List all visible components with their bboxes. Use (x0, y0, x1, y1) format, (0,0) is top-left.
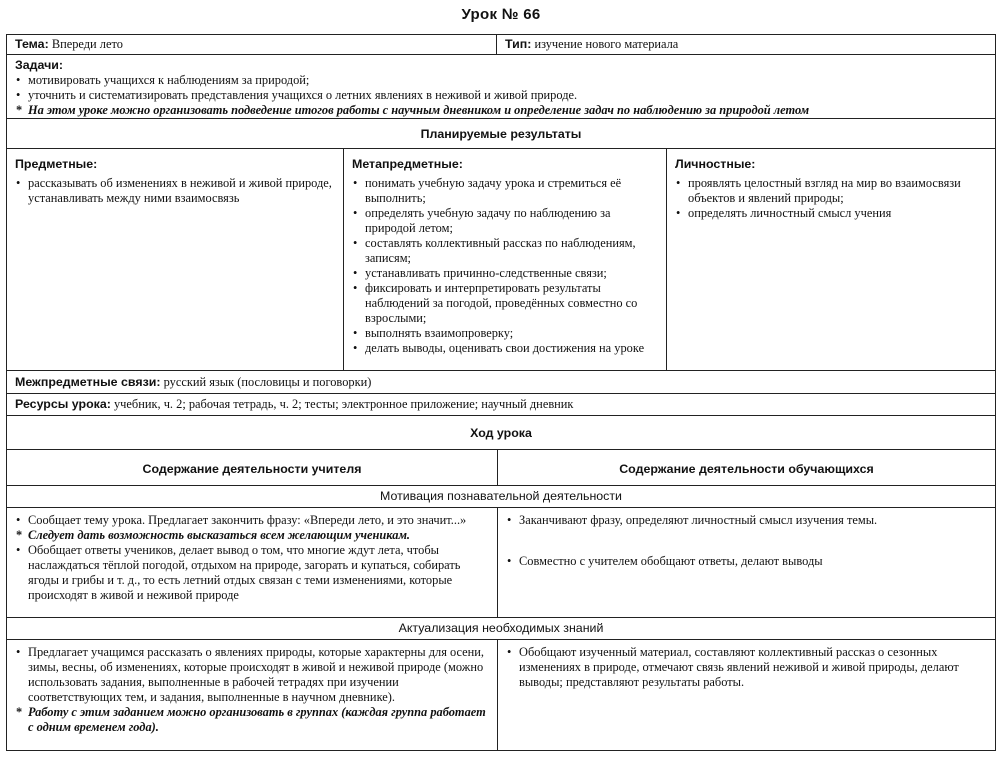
personal-results-list (675, 176, 987, 221)
lesson-plan-table (6, 34, 996, 751)
stage-title-row (7, 618, 995, 640)
lesson-heading-row (7, 416, 995, 450)
results-heading-row (7, 119, 995, 149)
list-item: • Сообщает тему урока. Предлагает закончить фразу: «Впереди лето, и это значит...» (15, 513, 489, 528)
page-title: Урок № 66 (461, 6, 541, 23)
subject-results-label: Предметные: (15, 157, 98, 171)
teacher-note: * Работу с этим заданием можно организовать в группах (каждая группа работает с одним временем года). (15, 705, 489, 735)
subject-results-cell (7, 149, 343, 370)
resources-label: Ресурсы урока: (15, 397, 111, 411)
resources-value: учебник, ч. 2; рабочая тетрадь, ч. 2; тесты; электронное приложение; научный дневник (113, 397, 574, 411)
meta-results-list (352, 176, 658, 356)
list-item: • определять личностный смысл учения (675, 206, 987, 221)
tasks-note: * На этом уроке можно организовать подведение итогов работы с научным дневником и определение задач по наблюдению за природой летом (15, 103, 987, 118)
tema-label: Тема: (15, 37, 49, 51)
links-row (7, 371, 995, 394)
list-item: • Обобщает ответы учеников, делает вывод о том, что многие ждут лета, чтобы наслаждаться тёплой погодой, отдыхом на природе, загорать и купаться, собирать ягоды и грибы и т. д., то есть летний отдых связан с теми изменениями, которые происходят в живой и неживой природе (15, 543, 489, 603)
list-item: • составлять коллективный рассказ по наблюдениям, записям; (352, 236, 658, 266)
list-item: • уточнить и систематизировать представления учащихся о летних явлениях в неживой и живой природе. (15, 88, 987, 103)
tema-value: Впереди лето (51, 37, 123, 51)
personal-results-cell (666, 149, 995, 370)
tasks-label: Задачи: (15, 58, 64, 72)
lesson-columns-row (7, 450, 995, 486)
list-item: • устанавливать причинно-следственные связи; (352, 266, 658, 281)
list-item: • выполнять взаимопроверку; (352, 326, 658, 341)
teacher-activity-cell (7, 508, 497, 617)
links-value: русский язык (пословицы и поговорки) (163, 375, 372, 389)
list-item: • определять учебную задачу по наблюдению за природой летом; (352, 206, 658, 236)
links-label: Межпредметные связи: (15, 375, 161, 389)
stage-title-row (7, 486, 995, 508)
header-row (7, 35, 995, 55)
student-activity-cell (497, 640, 995, 750)
student-activity-cell (497, 508, 995, 617)
tasks-list (15, 73, 987, 103)
tasks-cell (7, 55, 995, 121)
tasks-row (7, 55, 995, 119)
teacher-column-header: Содержание деятельности учителя (142, 462, 362, 476)
stage-content-row (7, 640, 995, 750)
list-item: • фиксировать и интерпретировать результаты наблюдений за погодой, проведённых совместно со взрослыми; (352, 281, 658, 326)
personal-results-label: Личностные: (675, 157, 756, 171)
student-activity-list (506, 513, 987, 569)
stage-title: Актуализация необходимых знаний (398, 621, 604, 635)
students-column-header: Содержание деятельности обучающихся (497, 450, 995, 485)
subject-results-list (15, 176, 335, 206)
list-item: • Предлагает учащимся рассказать о явлениях природы, которые характерны для осени, зимы, весны, об изменениях, которые происходят в живой и неживой природе (можно использовать задания, выполненные в рабочей тетрадях при изучении соответствующих тем, и задания, выполненные в научном дневнике). (15, 645, 489, 705)
list-item: • Обобщают изученный материал, составляют коллективный рассказ о сезонных изменениях в природе, отмечают связь явлений неживой и живой природы, делают выводы; представляют результаты работы. (506, 645, 987, 690)
list-item: • проявлять целостный взгляд на мир во взаимосвязи объектов и явлений природы; (675, 176, 987, 206)
tip-cell (496, 35, 995, 54)
resources-cell (7, 394, 995, 415)
list-item: • делать выводы, оценивать свои достижения на уроке (352, 341, 658, 356)
student-activity-list (506, 645, 987, 690)
list-item: • мотивировать учащихся к наблюдениям за природой; (15, 73, 987, 88)
lesson-heading: Ход урока (470, 426, 532, 440)
tip-label: Тип: (505, 37, 532, 51)
tema-cell (7, 35, 496, 54)
teacher-note: * Следует дать возможность высказаться всем желающим ученикам. (15, 528, 489, 543)
list-item: • Совместно с учителем обобщают ответы, делают выводы (506, 554, 987, 569)
links-cell (7, 371, 995, 393)
teacher-activity-cell (7, 640, 497, 750)
results-row (7, 149, 995, 371)
list-item: • Заканчивают фразу, определяют личностный смысл изучения темы. (506, 513, 987, 528)
results-heading: Планируемые результаты (420, 127, 582, 141)
list-item: • понимать учебную задачу урока и стремиться её выполнить; (352, 176, 658, 206)
teacher-activity-list (15, 543, 489, 603)
teacher-activity-list (15, 513, 489, 528)
tip-value: изучение нового материала (534, 37, 679, 51)
teacher-activity-list (15, 645, 489, 705)
stage-content-row (7, 508, 995, 618)
stage-title: Мотивация познавательной деятельности (380, 489, 622, 503)
resources-row (7, 394, 995, 416)
meta-results-label: Метапредметные: (352, 157, 463, 171)
meta-results-cell (343, 149, 666, 370)
list-item: • рассказывать об изменениях в неживой и живой природе, устанавливать между ними взаимосвязь (15, 176, 335, 206)
